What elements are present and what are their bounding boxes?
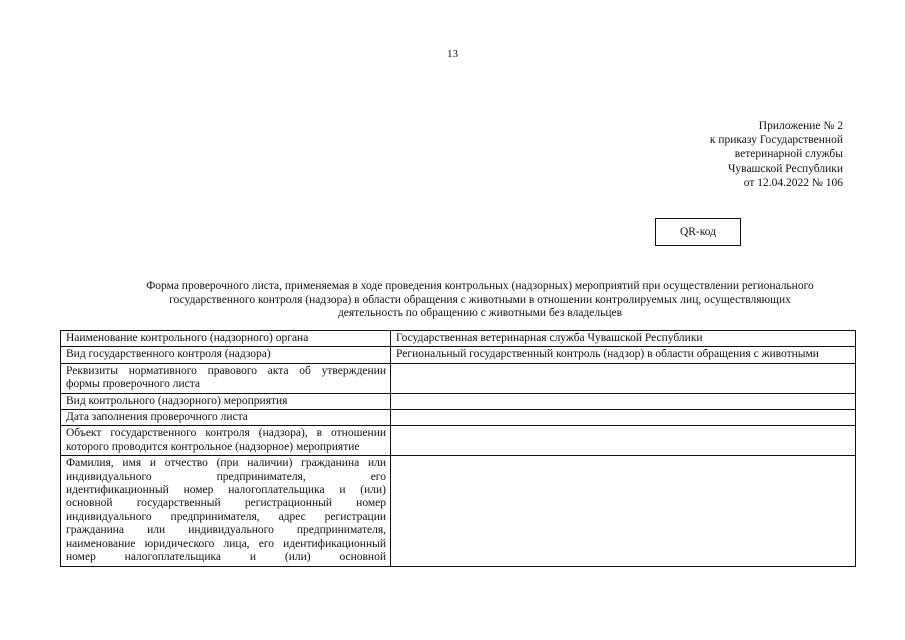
row-label xyxy=(61,393,391,409)
table-row-event-type xyxy=(61,393,856,409)
appendix-block xyxy=(710,119,843,190)
row-value[interactable] xyxy=(391,426,856,456)
checklist-table xyxy=(60,330,856,567)
row-label-line: Объект государственного контроля (надзора), в отношении xyxy=(66,427,386,440)
row-label-line: Дата заполнения проверочного листа xyxy=(66,411,248,424)
row-value[interactable] xyxy=(391,393,856,409)
appendix-line: к приказу Государственной xyxy=(709,134,843,147)
row-label-line: номер налогоплательщика и (или) основной xyxy=(66,551,386,564)
row-value[interactable]: Государственная ветеринарная служба Чувашской Республики xyxy=(391,331,856,347)
table-row-control-type xyxy=(61,347,856,363)
row-label-line: основной государственный регистрационный номер xyxy=(66,497,386,510)
row-label xyxy=(61,331,391,347)
row-label-line: Вид контрольного (надзорного) мероприятия xyxy=(66,394,288,407)
row-label-line: наименование юридического лица, его идентификационный xyxy=(66,537,386,550)
table-row-act-details xyxy=(61,363,856,393)
row-value[interactable]: Региональный государственный контроль (надзор) в области обращения с животными xyxy=(391,347,856,363)
table-row-fill-date xyxy=(61,410,856,426)
row-label xyxy=(61,347,391,363)
table-row-control-body xyxy=(61,331,856,347)
table-row-control-object xyxy=(61,426,856,456)
qr-code-placeholder: QR-код xyxy=(655,218,741,246)
row-label-line: Вид государственного контроля (надзора) xyxy=(66,348,271,361)
row-label-line: Реквизиты нормативного правового акта об утверждении xyxy=(66,364,386,377)
row-label-line: индивидуального предпринимателя, его xyxy=(66,470,386,483)
row-value[interactable] xyxy=(391,410,856,426)
row-label-line: Фамилия, имя и отчество (при наличии) гражданина или xyxy=(66,457,386,470)
appendix-line: Приложение № 2 xyxy=(758,120,843,132)
form-title-line: Форма проверочного листа, применяемая в ходе проведения контрольных (надзорных) мероприятий при осуществлении регионального xyxy=(146,280,814,292)
row-label-line: индивидуального предпринимателя, адрес регистрации xyxy=(66,510,386,523)
row-label xyxy=(61,363,391,393)
row-label-line: гражданина или индивидуального предпринимателя, xyxy=(66,524,386,537)
row-value[interactable] xyxy=(391,363,856,393)
table-row-controlled-person xyxy=(61,456,856,566)
appendix-line: от 12.04.2022 № 106 xyxy=(743,176,843,189)
row-label-line: которого проводится контрольное (надзорное) мероприятие xyxy=(66,440,360,453)
appendix-line: ветеринарной службы xyxy=(734,148,843,161)
row-label xyxy=(61,456,391,566)
row-label-line: Наименование контрольного (надзорного) органа xyxy=(66,332,309,344)
form-title-line: государственного контроля (надзора) в области обращения с животными в отношении контролируемых лиц, осуществляющих xyxy=(169,293,791,306)
form-title xyxy=(105,280,855,321)
row-label-line: формы проверочного листа xyxy=(66,378,200,391)
row-label xyxy=(61,410,391,426)
page-number: 13 xyxy=(447,48,458,60)
row-label xyxy=(61,426,391,456)
row-value[interactable] xyxy=(391,456,856,566)
appendix-line: Чувашской Республики xyxy=(727,162,843,175)
row-label-line: идентификационный номер налогоплательщика и (или) xyxy=(66,484,386,497)
form-title-line: деятельность по обращению с животными без владельцев xyxy=(337,307,623,320)
